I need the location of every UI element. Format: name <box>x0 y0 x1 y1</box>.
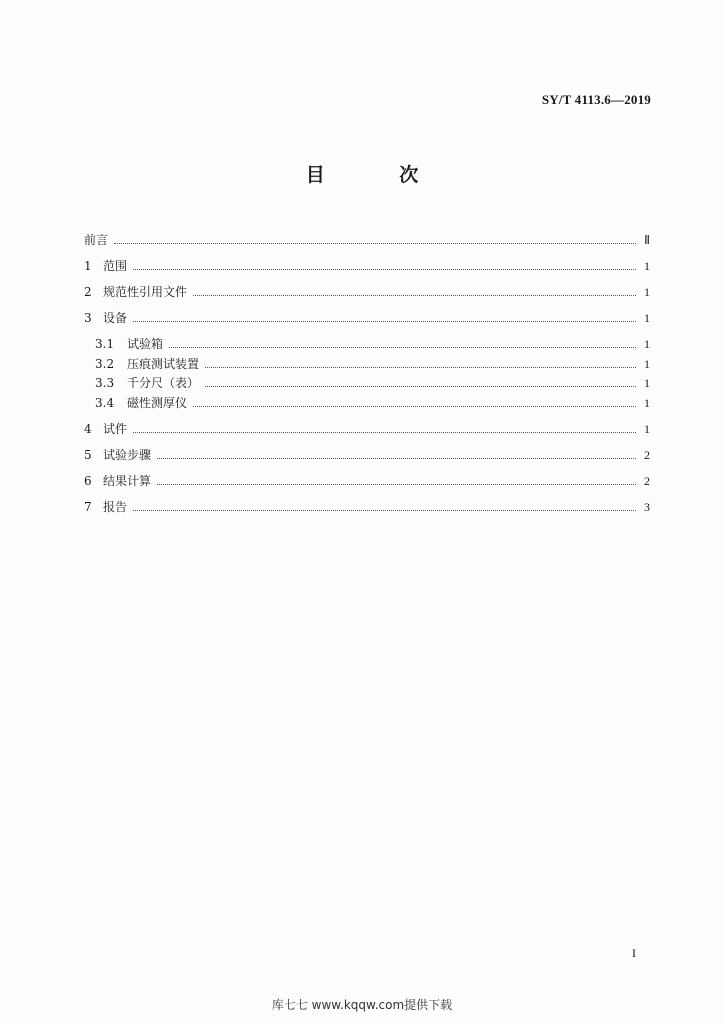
toc-page: Ⅱ <box>644 233 650 247</box>
toc-label: 结果计算 <box>103 474 152 488</box>
toc-number: 7 <box>84 500 92 514</box>
toc-page: 1 <box>644 259 650 273</box>
toc-page: 2 <box>644 474 650 488</box>
dot-leader <box>193 406 636 407</box>
toc-number: 3.3 <box>95 376 115 390</box>
toc-number: 6 <box>84 474 92 488</box>
toc-page: 1 <box>644 311 650 325</box>
dot-leader <box>157 484 636 485</box>
toc-page: 2 <box>644 448 650 462</box>
toc-number: 3 <box>84 311 92 325</box>
toc-page: 3 <box>644 500 650 514</box>
toc-entry-4[interactable] <box>84 420 650 439</box>
toc-entry-5[interactable] <box>84 446 650 465</box>
toc-page: 1 <box>644 285 650 299</box>
dot-leader <box>133 321 636 322</box>
toc-entry-3-2[interactable] <box>84 355 650 375</box>
toc-number: 5 <box>84 448 92 462</box>
toc-number: 3.2 <box>95 356 115 371</box>
toc-label: 范围 <box>103 259 128 273</box>
toc-number: 1 <box>84 259 92 273</box>
toc-number: 2 <box>84 285 92 299</box>
dot-leader <box>169 347 636 348</box>
dot-leader <box>157 458 636 459</box>
toc-label: 压痕测试装置 <box>127 356 200 371</box>
toc-entry-3-4[interactable] <box>84 394 650 414</box>
toc-entry-1[interactable] <box>84 257 650 276</box>
page-title: 目 次 <box>305 164 453 186</box>
toc-entry-3[interactable] <box>84 309 650 328</box>
dot-leader <box>205 386 636 387</box>
standard-code: SY/T 4113.6—2019 <box>541 92 651 107</box>
dot-leader <box>133 269 636 270</box>
toc-page: 1 <box>644 395 650 410</box>
toc-number: 4 <box>84 422 92 436</box>
toc-number: 3.4 <box>95 395 115 410</box>
toc-page: 1 <box>644 422 650 436</box>
dot-leader <box>205 367 636 368</box>
toc-label: 报告 <box>103 500 128 514</box>
toc-label: 规范性引用文件 <box>103 285 188 299</box>
toc-label: 磁性测厚仪 <box>127 395 188 410</box>
toc-page: 1 <box>644 337 650 351</box>
toc-label: 试件 <box>103 422 128 436</box>
page-number: I <box>632 946 636 960</box>
toc-page: 1 <box>644 356 650 371</box>
toc-entry-3-1[interactable] <box>84 335 650 355</box>
toc-label: 前言 <box>84 233 109 247</box>
dot-leader <box>193 295 636 296</box>
toc-label: 设备 <box>103 311 128 325</box>
toc-page: 1 <box>644 376 650 390</box>
toc-entry-2[interactable] <box>84 283 650 302</box>
toc-entry-7[interactable] <box>84 498 650 517</box>
toc-label: 试验箱 <box>127 337 164 351</box>
toc-label: 试验步骤 <box>103 448 152 462</box>
toc-label: 千分尺（表） <box>127 376 200 390</box>
dot-leader <box>114 243 636 244</box>
download-watermark: 库七七 www.kqqw.com提供下载 <box>271 998 453 1012</box>
toc-entry-6[interactable] <box>84 472 650 491</box>
toc-entry-foreword[interactable] <box>84 231 650 250</box>
table-of-contents <box>84 231 650 517</box>
dot-leader <box>133 432 636 433</box>
toc-number: 3.1 <box>95 337 115 351</box>
toc-entry-3-3[interactable] <box>84 374 650 394</box>
dot-leader <box>133 510 636 511</box>
